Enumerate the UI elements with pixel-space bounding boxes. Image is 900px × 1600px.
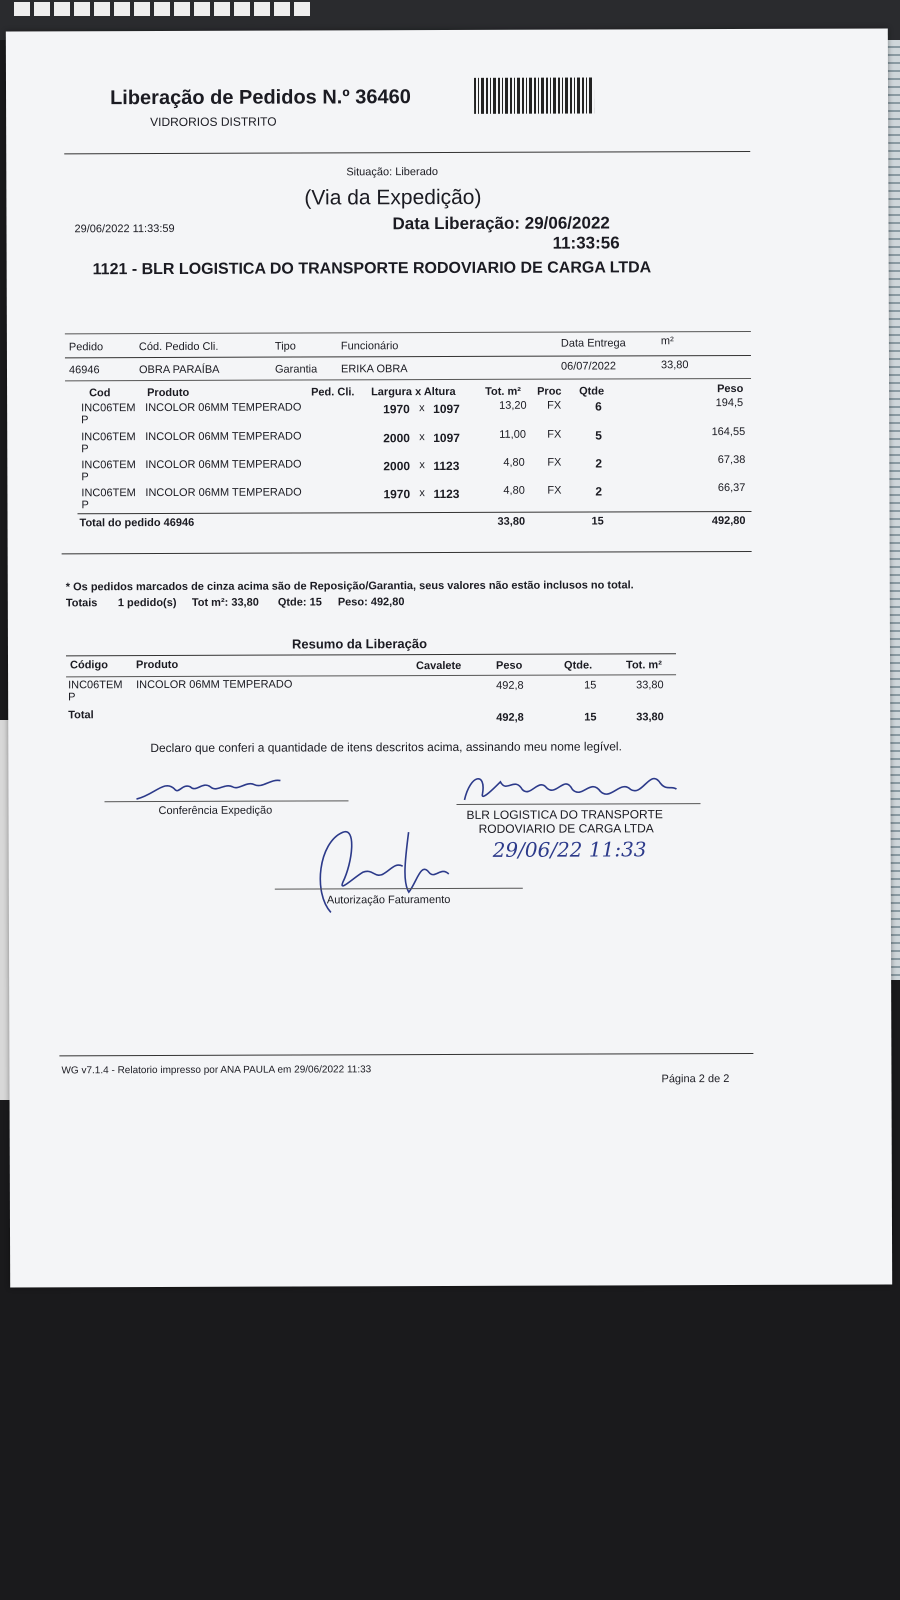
col-cod-pedido-cli: Cód. Pedido Cli. <box>138 340 219 354</box>
item-cod-suffix: P <box>81 414 89 427</box>
item-col-produto: Produto <box>147 386 190 400</box>
pedido-value: 46946 <box>68 364 100 377</box>
order-total-qtde: 15 <box>591 515 604 528</box>
resumo-total-qtde: 15 <box>584 711 597 724</box>
item-cod: INC06TEM <box>81 431 136 444</box>
item-cod-suffix: P <box>81 499 89 512</box>
resumo-col-tot-m2: Tot. m² <box>626 659 662 672</box>
item-tot-m2: 11,00 <box>499 428 526 441</box>
barcode <box>474 77 594 113</box>
item-col-cod: Cod <box>89 387 111 400</box>
item-largura: 2000 <box>383 459 411 474</box>
item-x: x <box>419 459 425 472</box>
item-cod-suffix: P <box>81 471 89 484</box>
totais-pedidos: 1 pedido(s) <box>117 596 177 610</box>
item-x: x <box>419 487 425 500</box>
item-proc: FX <box>547 399 562 412</box>
item-col-largura-altura: Largura x Altura <box>371 385 456 399</box>
item-altura: 1123 <box>433 486 460 502</box>
company-name: VIDRORIOS DISTRITO <box>150 114 277 130</box>
resumo-col-qtde: Qtde. <box>564 659 593 672</box>
declaration-text: Declaro que conferi a quantidade de itens descritos acima, assinando meu nome legível. <box>150 739 622 756</box>
order-table-top-line <box>65 331 751 334</box>
item-proc: FX <box>547 428 562 441</box>
signature-client-line1: BLR LOGISTICA DO TRANSPORTE <box>466 807 663 822</box>
item-produto: INCOLOR 06MM TEMPERADO <box>145 486 302 500</box>
resumo-col-cavalete: Cavalete <box>416 659 462 673</box>
item-produto: INCOLOR 06MM TEMPERADO <box>145 430 302 444</box>
item-x: x <box>419 431 425 444</box>
resumo-total-m2: 33,80 <box>636 711 664 724</box>
item-altura: 1123 <box>433 458 460 474</box>
resumo-col-codigo: Código <box>70 659 108 672</box>
footer-report: WG v7.1.4 - Relatorio impresso por ANA PAULA em 29/06/2022 11:33 <box>61 1064 372 1077</box>
item-qtde: 5 <box>595 428 602 443</box>
tape-strip <box>14 2 314 16</box>
item-largura: 2000 <box>383 431 410 446</box>
item-tot-m2: 13,20 <box>499 399 527 412</box>
resumo-codigo-suffix: P <box>68 691 76 704</box>
item-tot-m2: 4,80 <box>503 484 525 497</box>
item-tot-m2: 4,80 <box>503 456 525 469</box>
document-page <box>6 28 892 1287</box>
item-col-proc: Proc <box>537 385 562 398</box>
status-text: Situação: Liberado <box>346 166 439 179</box>
item-cod: INC06TEM <box>81 459 136 472</box>
item-peso: 66,37 <box>717 481 746 495</box>
item-altura: 1097 <box>433 430 460 446</box>
resumo-col-produto: Produto <box>136 658 179 672</box>
signature-client-line2: RODOVIARIO DE CARGA LTDA <box>478 821 654 836</box>
resumo-top-line <box>66 653 676 656</box>
document-title: Liberação de Pedidos N.º 36460 <box>110 86 411 110</box>
resumo-col-peso: Peso <box>496 659 523 672</box>
order-total-m2: 33,80 <box>497 515 526 528</box>
resumo-total-label: Total <box>68 709 94 722</box>
item-produto: INCOLOR 06MM TEMPERADO <box>145 401 302 415</box>
order-values-line <box>65 378 751 381</box>
signature-label-autorizacao: Autorização Faturamento <box>326 893 451 907</box>
item-qtde: 2 <box>595 484 603 499</box>
order-header-line <box>65 355 751 358</box>
release-time: 11:33:56 <box>552 233 620 253</box>
col-m2: m² <box>660 335 674 348</box>
item-largura: 1970 <box>383 402 410 417</box>
items-total-line <box>77 511 751 514</box>
header-divider <box>64 151 750 154</box>
print-datetime: 29/06/2022 11:33:59 <box>74 222 175 236</box>
totais-m2: Tot m²: 33,80 <box>191 596 259 609</box>
client-name: 1121 - BLR LOGISTICA DO TRANSPORTE RODOVIARIO DE CARGA LTDA <box>92 259 652 279</box>
item-produto: INCOLOR 06MM TEMPERADO <box>145 458 302 472</box>
resumo-title: Resumo da Liberação <box>291 636 428 652</box>
item-cod: INC06TEM <box>81 402 136 415</box>
footer-page-number: Página 2 de 2 <box>661 1073 730 1086</box>
item-peso: 67,38 <box>717 453 746 467</box>
item-qtde: 6 <box>595 399 602 414</box>
item-qtde: 2 <box>595 456 603 471</box>
resumo-produto: INCOLOR 06MM TEMPERADO <box>136 678 293 692</box>
item-peso: 164,55 <box>711 425 746 439</box>
signature-client <box>460 763 680 813</box>
item-altura: 1097 <box>433 401 460 417</box>
item-cod-suffix: P <box>81 443 89 456</box>
via-label: (Via da Expedição) <box>304 185 482 210</box>
item-col-qtde: Qtde <box>579 385 605 398</box>
handwritten-date: 29/06/22 11:33 <box>492 837 647 862</box>
resumo-qtde: 15 <box>584 679 597 692</box>
resumo-tot-m2: 33,80 <box>636 679 664 692</box>
col-data-entrega: Data Entrega <box>560 337 626 350</box>
item-col-tot-m2: Tot. m² <box>485 385 521 398</box>
totais-label: Totais <box>65 597 98 610</box>
col-pedido: Pedido <box>68 341 104 354</box>
tipo-value: Garantia <box>274 363 318 376</box>
funcionario-value: ERIKA OBRA <box>340 363 408 376</box>
cod-pedido-cli-value: OBRA PARAÍBA <box>138 363 220 377</box>
release-date: Data Liberação: 29/06/2022 <box>392 213 610 234</box>
footer-line <box>59 1053 753 1056</box>
data-entrega-value: 06/07/2022 <box>560 360 617 373</box>
totais-qtde: Qtde: 15 <box>277 596 322 609</box>
item-cod: INC06TEM <box>81 487 136 500</box>
signature-autorizacao <box>313 822 463 928</box>
section-divider <box>62 551 752 554</box>
order-total-peso: 492,80 <box>711 514 746 528</box>
item-col-ped-cli: Ped. Cli. <box>311 386 355 399</box>
resumo-peso: 492,8 <box>496 679 524 692</box>
resumo-total-peso: 492,8 <box>496 711 524 724</box>
item-x: x <box>419 402 425 415</box>
item-peso: 194,5 <box>715 396 744 410</box>
signature-label-conferencia: Conferência Expedição <box>158 804 273 818</box>
col-funcionario: Funcionário <box>340 340 399 353</box>
resumo-codigo: INC06TEM <box>68 679 123 692</box>
item-largura: 1970 <box>383 487 411 502</box>
item-col-peso: Peso <box>717 382 744 396</box>
totais-peso: Peso: 492,80 <box>337 596 405 609</box>
reposicao-note: * Os pedidos marcados de cinza acima são de Reposição/Garantia, seus valores não estão inclusos no total. <box>65 579 634 594</box>
m2-value: 33,80 <box>660 359 689 372</box>
col-tipo: Tipo <box>274 340 296 353</box>
item-proc: FX <box>547 456 562 469</box>
resumo-header-line <box>66 674 676 677</box>
order-total-label: Total do pedido 46946 <box>79 516 195 530</box>
item-proc: FX <box>547 484 562 497</box>
